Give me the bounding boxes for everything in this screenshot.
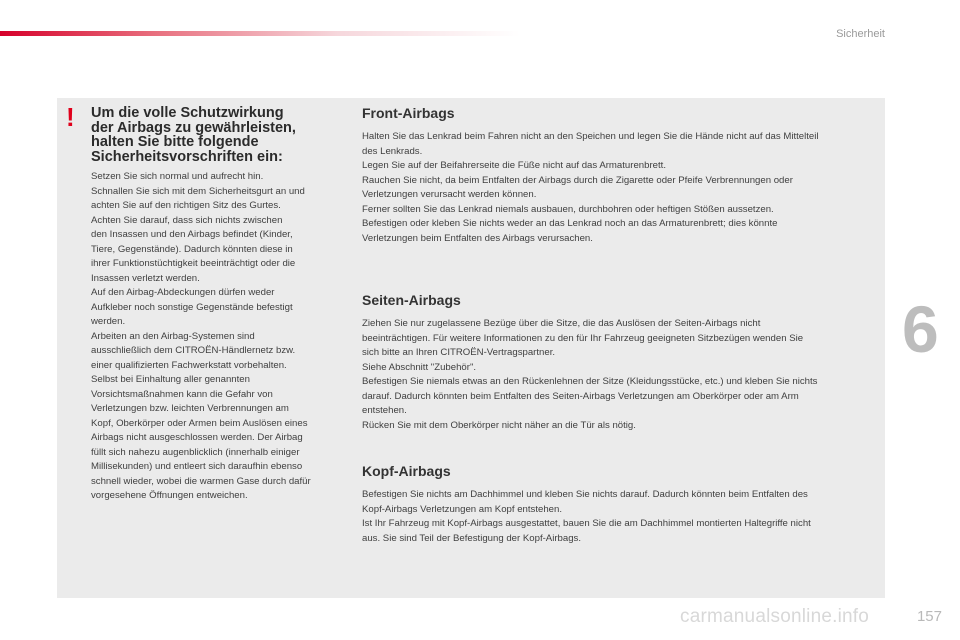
side-line: Ziehen Sie nur zugelassene Bezüge über die Sitze, die das Auslösen der Seiten-Airbags nicht [362,318,761,329]
head-airbags-body [362,488,880,546]
warning-line: Verletzungen bzw. leichten Verbrennungen am [91,403,289,414]
front-line: Befestigen oder kleben Sie nichts weder an das Lenkrad noch an das Armaturenbrett; dies könnte [362,218,778,229]
side-airbags-body [362,317,880,433]
warning-title [91,106,341,164]
side-line: darauf. Dadurch könnten beim Entfalten des Seiten-Airbags Verletzungen am Oberkörper oder am Arm [362,390,799,402]
warning-title-line: Um die volle Schutzwirkung [91,105,284,121]
warning-line: ausschließlich dem CITROËN-Händlernetz bzw. [91,345,296,356]
front-airbags-title: Front-Airbags [362,105,455,121]
warning-title-line: der Airbags zu gewährleisten, [91,119,296,136]
warning-line: Airbags nicht ausgeschlossen werden. Der Airbag [91,432,303,443]
head-airbags-section [362,463,880,546]
warning-line: schnell wieder, wobei die warmen Gase durch dafür [91,475,311,487]
side-line: Siehe Abschnitt "Zubehör". [362,361,477,373]
front-line: Ferner sollten Sie das Lenkrad niemals ausbauen, durchbohren oder heftigen Stößen aussetzen. [362,203,774,215]
watermark-text: carmanualsonline.info [680,606,870,627]
front-airbags-body [362,130,880,246]
warning-line: Arbeiten an den Airbag-Systemen sind [91,330,255,342]
front-line: Verletzungen beim Entfalten des Airbags verursachen. [362,232,593,244]
warning-body [91,170,346,504]
warning-line: Insassen verletzt werden. [91,272,200,284]
warning-line: Setzen Sie sich normal und aufrecht hin. [91,171,264,182]
warning-line: werden. [91,316,126,327]
head-line: aus. Sie sind Teil der Befestigung der Kopf-Airbags. [362,532,582,544]
head-line: Ist Ihr Fahrzeug mit Kopf-Airbags ausgestattet, bauen Sie die am Dachhimmel montierten Haltegriffe nicht [362,518,811,529]
warning-line: Tiere, Gegenstände). Dadurch könnten diese in [91,243,293,255]
side-line: beeinträchtigen. Für weitere Informationen zu den für Ihr Fahrzeug geeigneten Sitzbezügen wenden Sie [362,332,804,344]
warning-line: Vorsichtsmaßnahmen kann die Gefahr von [91,388,273,400]
head-airbags-title: Kopf-Airbags [362,463,451,479]
front-line: Legen Sie auf der Beifahrerseite die Füße nicht auf das Armaturenbrett. [362,160,666,171]
warning-line: vorgesehene Öffnungen entweichen. [91,490,248,501]
warning-line: Millisekunden) und entleert sich daraufhin ebenso [91,461,303,472]
warning-line: achten Sie auf den richtigen Sitz des Gurtes. [91,200,281,211]
side-line: Befestigen Sie niemals etwas an den Rückenlehnen der Sitze (Kleidungsstücke, etc.) und kleben Sie nichts [362,376,818,387]
side-line: Rücken Sie mit dem Oberkörper nicht näher an die Tür als nötig. [362,419,636,431]
warning-line: ihrer Funktionstüchtigkeit beeinträchtigt oder die [91,258,296,269]
side-airbags-section [362,292,880,433]
warning-title-line: halten Sie bitte folgende [91,134,259,150]
side-line: sich bitte an Ihren CITROËN-Vertragspartner. [362,347,556,358]
head-line: Kopf-Airbags Verletzungen am Kopf entstehen. [362,503,562,515]
front-line: Verletzungen verursacht werden können. [362,189,537,200]
warning-line: Kopf, Oberkörper oder Armen beim Auslösen eines [91,417,308,429]
warning-line: füllt sich nahezu augenblicklich (innerhalb einiger [91,446,300,458]
warning-line: Aufkleber noch sonstige Gegenstände befestigt [91,301,293,313]
front-line: des Lenkrads. [362,145,423,157]
page-number: 157 [916,608,942,625]
head-line: Befestigen Sie nichts am Dachhimmel und kleben Sie nichts darauf. Dadurch könnten beim Entfalten des [362,489,808,500]
exclamation-icon: ! [66,102,75,132]
header-accent-bar [0,31,520,36]
front-airbags-section [362,105,880,246]
warning-line: Auf den Airbag-Abdeckungen dürfen weder [91,287,275,298]
section-header: Sicherheit [836,28,885,40]
chapter-number: 6 [902,292,939,366]
warning-line: einer qualifizierten Fachwerkstatt vorbehalten. [91,359,287,371]
side-line: entstehen. [362,405,407,416]
front-line: Halten Sie das Lenkrad beim Fahren nicht an den Speichen und legen Sie die Hände nicht auf das Mittelteil [362,131,819,142]
warning-title-line: Sicherheitsvorschriften ein: [91,148,283,165]
front-line: Rauchen Sie nicht, da beim Entfalten der Airbags durch die Zigarette oder Pfeife Verbrennungen oder [362,174,793,186]
warning-line: den Insassen und den Airbags befindet (Kinder, [91,229,293,240]
warning-line: Selbst bei Einhaltung aller genannten [91,374,250,385]
warning-line: Schnallen Sie sich mit dem Sicherheitsgurt an und [91,185,305,197]
side-airbags-title: Seiten-Airbags [362,292,461,308]
warning-line: Achten Sie darauf, dass sich nichts zwischen [91,214,283,226]
